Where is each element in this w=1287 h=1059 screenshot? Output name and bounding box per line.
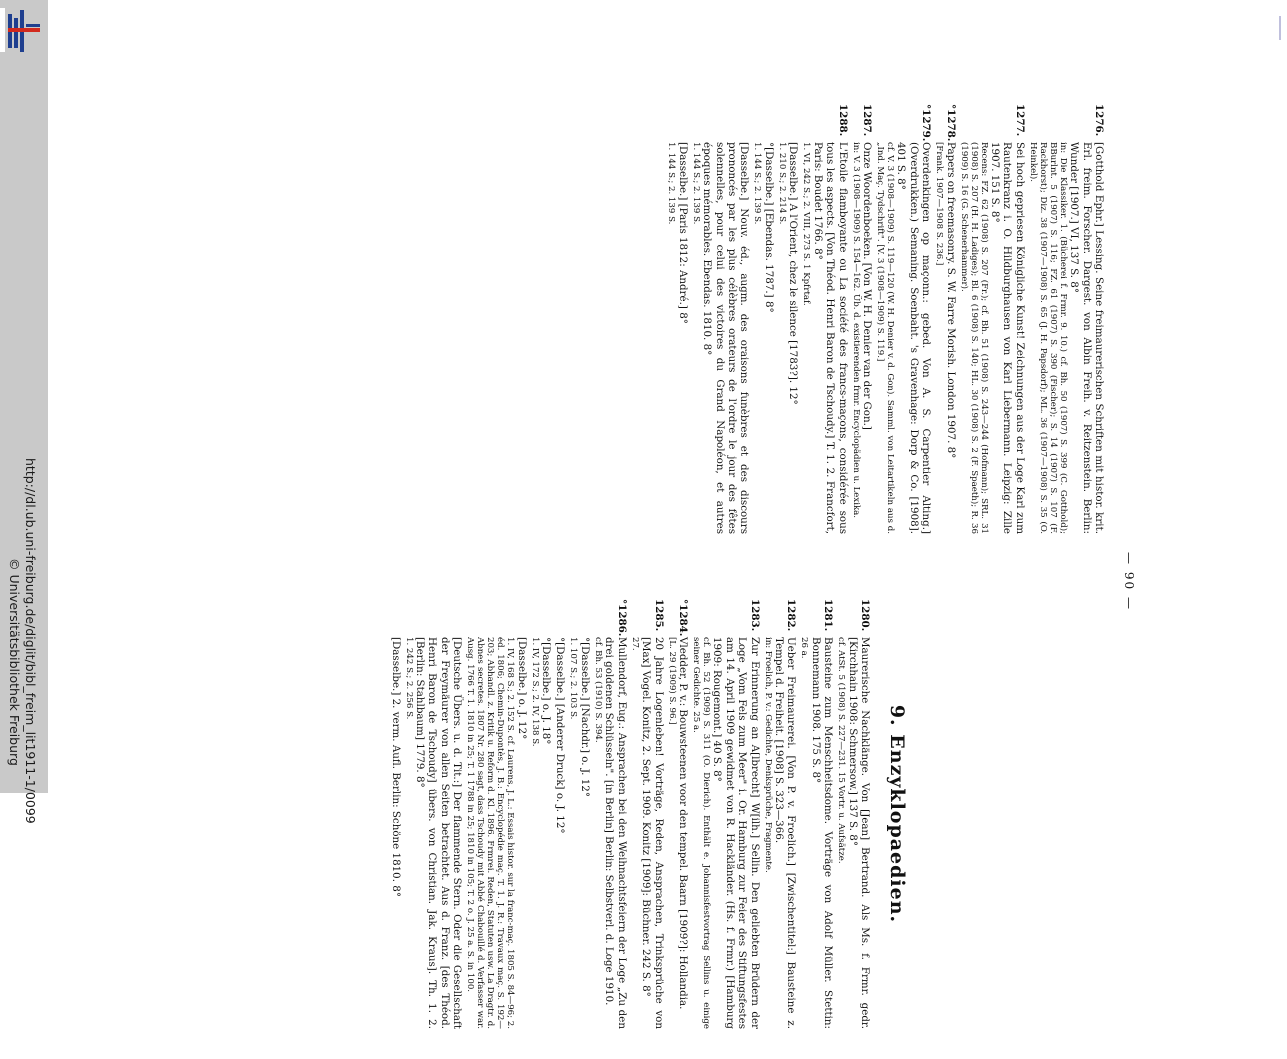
entry-number: [753, 104, 775, 142]
entry-body: [691, 142, 751, 534]
sidebar-captions: [0, 0, 48, 824]
entry-body: [667, 637, 689, 1029]
entry-note: 1. VI, 242 S.; 2. VIII, 273 S. 1 Kpfrtaf.: [801, 142, 812, 306]
entry-body: [691, 637, 761, 1029]
entry-body: [753, 142, 775, 534]
permalink-url[interactable]: http://dl.ub.uni-freiburg.de/diglit/bibl_freim_lit1911-1/0099: [23, 458, 38, 824]
bibliography-entry: [691, 104, 751, 534]
entry-note: 1. IV, 172 S.; 2. IV, 138 S.: [529, 637, 540, 747]
scrollbar-hint: [1279, 16, 1281, 40]
entry-text: Bausteine zum Menschheitsdome. Vorträge von Adolf Müller. Stettin: Bonnemann 1908. 175 S. 8°: [809, 637, 835, 1029]
entry-number: 1285.: [652, 599, 665, 632]
entry-number: 1280.: [859, 599, 871, 632]
entry-number: [666, 104, 688, 142]
entry-body: [875, 142, 932, 534]
entry-body: [801, 142, 848, 534]
entry-note: cf. Bh. 53 (1910) S. 394.: [592, 637, 603, 743]
bibliography-entry: [801, 104, 848, 534]
entry-number: [404, 599, 464, 637]
entry-number: [569, 599, 591, 637]
entry-text: Vledder, P. v.: Bouwsteenen voor den tempel. Baarn [1909?]: Hollandia.: [676, 637, 689, 1010]
bibliography-entry: [934, 104, 956, 534]
entry-body: [593, 637, 628, 1029]
entry-note: 1. IV, 168 S.; 2. 152 S. cf. Laurens, J. L.: Essais histor. sur la franc-maç. 1805 S. 84—96; 2. éd. 1806; Chemin-Dupontès, J. B.: Encyclopédie maç. T. 1. J. R.: Travaux maç. S. 192—203; Abhandl. z. Kritik u. Reform d. Kl. 1896. Frmrei. Reden, Statuten usw. La Dragtr. d. Abnes secretes. 1807 Nr. 280 sagt, dass Tschoudy mit Abbé Chabouillé d. Verfasser war. Ausg. 1766 T. 1. 1810 in 25; T. 1 1788 in 25; 1810 in 105; T. 2 o. J. 25 a. S. in 100.: [465, 637, 516, 1029]
bibliography-entry: [691, 599, 761, 1029]
bibliography-entry: [465, 599, 527, 1029]
left-column: [664, 104, 1105, 534]
bibliography-entry: [959, 104, 1026, 534]
entry-text: °[Dasselbe.] [Anderer Druck] o. J. 12°: [554, 637, 567, 834]
entry-number: [465, 599, 527, 637]
entry-number: 1288.: [836, 104, 849, 137]
entry-number: [554, 599, 566, 637]
entry-number: °1286.: [615, 599, 628, 637]
bibliography-entry: [569, 599, 591, 1029]
entry-note: 1. 144 S.; 2. 139 S.: [690, 142, 701, 225]
entry-note: in: V. 3 (1908—1909) S. 154—162. Üb. d. existierenden frmr. Encyclopädien u. Lexika.: [850, 142, 861, 519]
entry-note: 1. 242 S.; 2. 256 S.: [403, 637, 414, 720]
entry-note: 1. 107 S.; 2. 103 S.: [568, 637, 579, 720]
entry-number: 1282.: [785, 599, 798, 632]
entry-text: °[Dasselbe.] o. J. 18°: [540, 637, 553, 745]
bibliography-entry: [530, 599, 552, 1029]
entry-body: [934, 142, 956, 534]
entry-body: [389, 637, 401, 1029]
entry-text: Sei hoch gepriesen Königliche Kunst! Zeichnungen aus der Loge Karl zum Rautenkranz i. O. Hildburghausen von Karl Liebermann. Leipzig: Zille 1907. 151 S. 8°: [988, 142, 1026, 534]
entry-text: °[Dasselbe.] [Ebendas. 1787.] 8°: [762, 142, 775, 313]
entry-number: 1281.: [822, 599, 835, 632]
entry-number: [530, 599, 552, 637]
entry-number: °1284.: [676, 599, 689, 637]
entry-number: °1278.: [944, 104, 957, 142]
entry-note: [L. 29 (1909) S. 96.]: [666, 637, 677, 725]
entry-body: [836, 637, 871, 1029]
entry-text: Ueber Freimaurerei. [Von P. v. Froelich.] [Zwischentitel:] Bausteine z. Tempel d. Freiheit. [1908] S. 323—366.: [772, 637, 798, 1029]
bibliography-entry: [666, 104, 688, 534]
entry-body: [959, 142, 1026, 534]
entry-body: [569, 637, 591, 1029]
entry-text: Onze Woordenboeken. [Von W. H. Denier van der Gon.]: [860, 142, 873, 430]
right-column: [387, 599, 871, 1029]
entry-text: Overdenkingen op maçonn.: gebed. Von A. S. Carpentier Alting.] (Overdrukken.) Semaning. Soenbaht. 's Gravenhage: Dorp & Co. [1908]. 401 S. 8°: [895, 142, 933, 534]
entry-text: L'Etoile flamboyante ou La société des francs-maçons, considérée sous tous les aspects. [Von Théod. Henri Baron de Tschoudy.] T. 1. 2. Francfort, Paris: Boudet 1766. 8°: [811, 142, 849, 534]
entry-body: [666, 142, 688, 534]
entry-text: Mullendorf, Eug.: Ansprachen bei den Weihnachtsfeiern der Loge „Zu den drei goldenen Schlüsseln". [in Berlin] Berlin: Selbstverl. d. Loge 1910.: [603, 637, 628, 1029]
entry-number: 1287.: [860, 104, 873, 137]
entry-body: [1028, 142, 1105, 534]
bibliography-entry: [763, 599, 798, 1029]
bibliography-entry: [554, 599, 566, 1029]
entry-body: [851, 142, 873, 534]
entry-note: cf. V. 3 (1908—1909) S. 119—120 (W. H. Denier v. d. Gon). Samml. von Leitartikeln aus d. „Ind. Maç. Tydschrift". [V. 3 (1908—1909) S. 119.]: [874, 142, 895, 534]
entry-note: cf. Bh. 52 (1909) S. 311 (O. Dierich). Enthält e. Johannisfestvortrag Sellins u. einige seiner Gedichte. 25 a.: [690, 637, 711, 1029]
entry-text: [Gotthold Ephr.] Lessing. Seine freimaurerischen Schriften mit histor. krit. Erl. freim. Forscher. Dargest. von Albin Freih. v. Reitzenstein. Berlin: Wunder [1907.] VI, 137 S. 8°: [1068, 142, 1105, 534]
entry-text: [Deutsche Übers. u. d. Tit.:] Der flammende Stern. Oder die Gesellschaft der Freymäurer von allen Seiten betrachtet. Aus d. Franz. [des Théod. Henri Baron de Tschoudy] übers. von Christian. Jak. Kraus]. Th. 1. 2. [Berlin: Stahlbaum] 1779. 8°: [414, 637, 464, 1029]
entry-number: [389, 599, 401, 637]
entry-body: [777, 142, 799, 534]
entry-body: [799, 637, 834, 1029]
entry-number: [777, 104, 799, 142]
bibliography-entry: [404, 599, 464, 1029]
bibliography-entry: [630, 599, 665, 1029]
bibliography-entry: [753, 104, 775, 534]
entry-number: °1279.: [920, 104, 933, 142]
entry-note: in: Die Klassiker. 1. (Bücherei f. Frmr. 9. 10.) cf. Bh. 50 (1907) S. 399 (C. Gotthold); BBurlnt. 5 (1907) S. 116; FZ. 61 (1907) S. 390 (Fischer); S. 14 (1907) S. 107 (F. Rackhorst); Diz. 38 (1907—1908) S. 65 (J. H. Papsdorf); ML. 36 (1907—1908) S. 35 (O. Heinkel).: [1027, 142, 1068, 534]
entry-number: [691, 104, 751, 142]
bibliography-entry: [777, 104, 799, 534]
bibliography-entry: [851, 104, 873, 534]
entry-body: [465, 637, 527, 1029]
bibliography-entry: [667, 599, 689, 1029]
copyright-notice: © Universitätsbibliothek Freiburg: [7, 558, 22, 766]
entry-text: 20 Jahre Logenleben! Vorträge, Reden, Ansprachen, Trinksprüche von [Max] Vogel. Konitz, 2. Sept. 1909. Konitz [1909]: Büchner. 242 S. 8°: [640, 637, 665, 1029]
entry-body: [554, 637, 566, 1029]
entry-text: [Dasselbe.] A l'Orient, chez le silence [1783?]. 12°: [787, 142, 800, 405]
entry-text: °[Dasselbe.] [Nachdr.] o. J. 12°: [578, 637, 591, 797]
entry-note: 26 a.: [799, 637, 810, 659]
entry-note: 27.: [629, 637, 640, 651]
entry-note: Recens: FZ. 62 (1908) S. 207 (Fr.); cf. Bh. 51 (1908) S. 243—244 (Hofmann); SRL. 31 (1908) S. 207 (H. H. Ladiges); Bl. 6 (1908) S. 140; HL. 30 (1908) S. 2 (F. Spaeth); R. 36 (1909) S. 16 (G. Schenerhammer).: [958, 142, 989, 534]
entry-body: [630, 637, 665, 1029]
bibliography-entry: [593, 599, 628, 1029]
bibliography-entry: [875, 104, 932, 534]
entry-note: 1. 210 S.; 2. 214 S.: [776, 142, 787, 225]
section-heading: 9. Enzyklopaedien.: [886, 704, 908, 924]
entry-text: [Dasselbe.] [Paris 1812: André.] 8°: [676, 142, 689, 324]
entry-number: 1283.: [748, 599, 761, 632]
entry-text: [Dasselbe.] 2. verm. Aufl. Berlin: Schöne 1810. 8°: [389, 637, 402, 897]
entry-note: in: Froelich, P. v.: Gedichte, Denksprüche, Fragmente.: [762, 637, 773, 873]
scanned-page: [180, 104, 1136, 1029]
bibliography-entry: [1028, 104, 1105, 534]
bibliography-entry: [389, 599, 401, 1029]
entry-note: 1. 144 S.; 2. 139 S.: [752, 142, 763, 225]
page-number: — 90 —: [1122, 552, 1136, 611]
entry-text: [Dasselbe.] o. J. 12°: [515, 637, 528, 740]
entry-text: Maurerische Nachklänge. Von [Jean] Bertrand. Als Ms. f. Frmr. gedr. [Kirchhain 1908: Schmersow.] 137 S. 8°: [846, 637, 871, 1029]
entry-note: [Frank. 1907—1908 S. 236.]: [934, 142, 945, 266]
entry-body: [530, 637, 552, 1029]
entry-note: cf. AtSt. 5 (1908) S. 227—231. 15 Vortr. u. Aufsätze.: [836, 637, 847, 864]
entry-number: 1277.: [1013, 104, 1026, 137]
entry-text: Papers on freemasonry. S. W. Farre Morish. London 1907. 8°: [944, 142, 957, 459]
bibliography-entry: [799, 599, 834, 1029]
entry-number: 1276.: [1093, 104, 1105, 137]
entry-body: [763, 637, 798, 1029]
entry-body: [404, 637, 464, 1029]
bibliography-entry: [836, 599, 871, 1029]
entry-text: Zur Erinnerung an A[lbrecht] W[ilh.] Sellin. Den geliebten Brüdern der Loge „Vom Fels zum Meer" i. Or. Hamburg zur Feier des Stiftungsfestes am 14. April 1909 gewidmet von R. Hackländer. (Hs. f. Frmr.) [Hamburg 1909: Rougemont.] 40 S. 8°: [711, 637, 761, 1029]
entry-text: [Dasselbe.] Nouv. éd., augm. des oraisons funèbres et des discours prononcés par les plus célèbres orateurs de l'ordre le jour des fêtes solennelles, pour celui des victoires du Grand Napoléon, et autres époques mémorables. Ebendas. 1810. 8°: [701, 142, 751, 534]
entry-note: 1. 144 S.; 2. 139 S.: [666, 142, 677, 225]
